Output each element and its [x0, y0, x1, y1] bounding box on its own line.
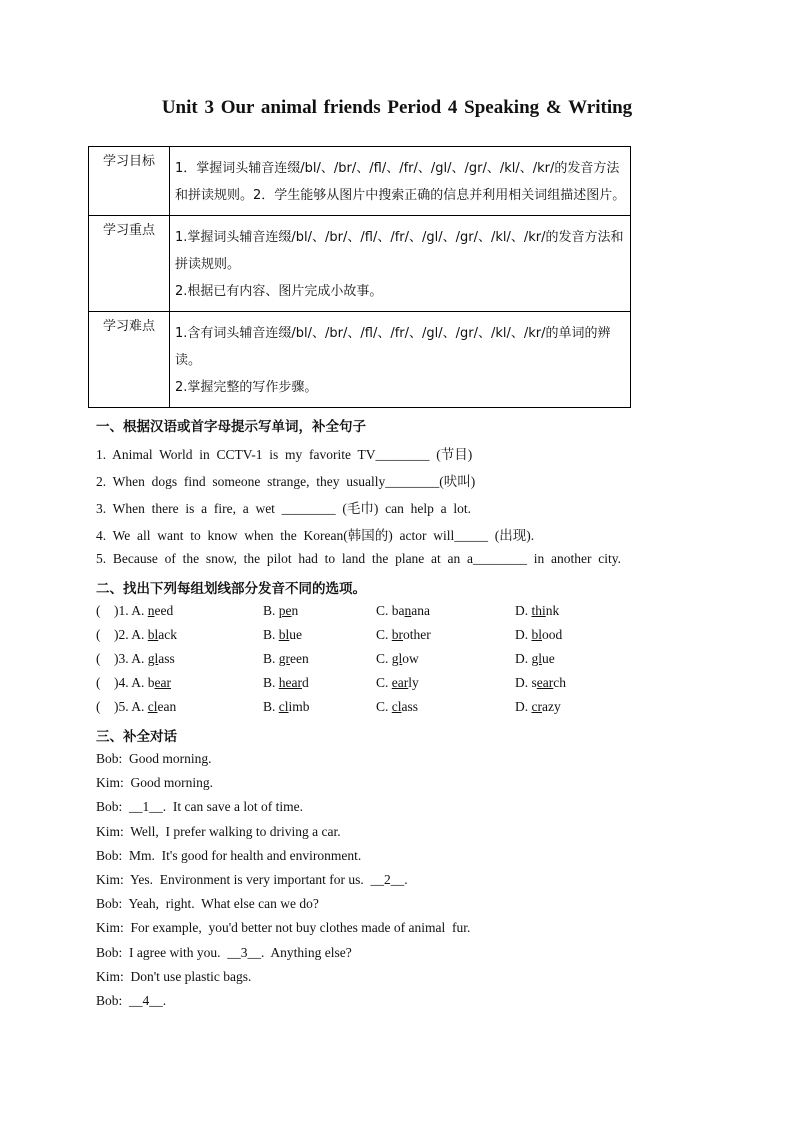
- table-row: [89, 147, 631, 216]
- dialogue-line: Bob: __4__.: [96, 993, 167, 1008]
- option-word: [263, 699, 310, 714]
- underlined-part: bl: [531, 627, 543, 642]
- mc-question: [96, 627, 177, 643]
- word-prefix: B.: [263, 627, 279, 642]
- word-suffix: ack: [158, 627, 177, 642]
- dialogue-line: Kim: Good morning.: [96, 775, 213, 791]
- row-content: [170, 147, 631, 216]
- section3-heading: 三、补全对话: [96, 729, 177, 745]
- underlined-part: gl: [531, 651, 543, 666]
- row-line: 1.掌握词头辅音连缀/bl/、/br/、/fl/、/fr/、/gl/、/gr/、/kl/、/kr/的发音方法和拼读规则。: [175, 230, 624, 272]
- word-prefix: B.: [263, 603, 279, 618]
- fill-question: 2. When dogs find someone strange, they usually________(吠叫): [96, 474, 476, 489]
- option-word: [263, 627, 302, 642]
- option-word: [515, 651, 555, 666]
- row-line: 1.含有词头辅音连缀/bl/、/br/、/fl/、/fr/、/gl/、/gr/、/kl/、/kr/的单词的辨读。: [175, 326, 611, 368]
- row-line: 2.根据已有内容、图片完成小故事。: [175, 284, 383, 299]
- mc-question: [96, 603, 173, 619]
- row-content: [170, 216, 631, 312]
- underlined-part: pe: [278, 603, 292, 618]
- page-title: Unit 3 Our animal friends Period 4 Speaking & Writing: [161, 97, 633, 118]
- dialogue-line: Kim: For example, you'd better not buy clothes made of animal fur.: [96, 920, 471, 936]
- word-prefix: C.: [376, 675, 392, 690]
- word-suffix: ana: [411, 603, 430, 618]
- word-prefix: C. ba: [376, 603, 405, 618]
- dialogue-line: Bob: __1__. It can save a lot of time.: [96, 799, 303, 815]
- option-word: [263, 675, 309, 690]
- underlined-part: ear: [154, 675, 171, 690]
- dialogue-line: Kim: Well, I prefer walking to driving a car.: [96, 823, 341, 839]
- word-prefix: D.: [515, 699, 532, 714]
- option-word: [376, 651, 419, 666]
- mc-question: [96, 699, 176, 715]
- option-word: [148, 651, 175, 666]
- mc-number: ( )5. A.: [96, 699, 145, 714]
- word-suffix: een: [290, 651, 309, 666]
- option-word: [263, 603, 298, 618]
- word-suffix: d: [302, 675, 309, 690]
- option-word: [148, 675, 171, 690]
- mc-option-c: [376, 699, 418, 715]
- word-prefix: D.: [515, 627, 532, 642]
- underlined-part: cl: [391, 699, 402, 714]
- underlined-part: n: [147, 603, 155, 618]
- option-word: [376, 603, 430, 618]
- underlined-part: hear: [278, 675, 302, 690]
- option-word: [148, 603, 173, 618]
- row-label: 学习重点: [89, 216, 170, 312]
- option-word: [515, 699, 561, 714]
- option-word: [148, 699, 176, 714]
- underlined-part: ear: [536, 675, 554, 690]
- underlined-part: gr: [278, 651, 291, 666]
- mc-option-c: [376, 627, 431, 643]
- section1-heading: 一、根据汉语或首字母提示写单词，补全句子: [96, 419, 366, 435]
- word-suffix: other: [403, 627, 431, 642]
- word-prefix: C.: [376, 699, 392, 714]
- dialogue-line: Bob: Mm. It's good for health and environment.: [96, 847, 362, 863]
- option-word: [515, 675, 566, 690]
- word-prefix: D. s: [515, 675, 537, 690]
- underlined-part: bl: [147, 627, 159, 642]
- option-word: [376, 699, 418, 714]
- word-prefix: C.: [376, 627, 392, 642]
- mc-option-d: [515, 627, 562, 643]
- dialogue-line: Bob: Yeah, right. What else can we do?: [96, 896, 319, 912]
- option-word: [515, 603, 559, 618]
- table-row: [89, 312, 631, 408]
- option-word: [376, 675, 419, 690]
- fill-question: 3. When there is a fire, a wet ________ (毛巾) can help a lot.: [96, 501, 472, 516]
- mc-number: ( )4. A.: [96, 675, 145, 690]
- word-suffix: ue: [289, 627, 303, 642]
- table-row: [89, 216, 631, 312]
- word-suffix: ood: [542, 627, 563, 642]
- mc-option-d: [515, 651, 555, 667]
- mc-option-b: [263, 627, 302, 643]
- mc-option-c: [376, 675, 419, 691]
- mc-option-d: [515, 699, 561, 715]
- word-suffix: ch: [553, 675, 566, 690]
- fill-question: 4. We all want to know when the Korean(韩国的) actor will_____ (出现).: [96, 528, 535, 543]
- objectives-table: [88, 146, 631, 408]
- underlined-part: thi: [531, 603, 546, 618]
- mc-option-b: [263, 699, 310, 715]
- dialogue-line: Kim: Yes. Environment is very important for us. __2__.: [96, 872, 408, 887]
- option-word: [263, 651, 309, 666]
- row-content: [170, 312, 631, 408]
- mc-option-c: [376, 651, 419, 667]
- dialogue-line: Bob: I agree with you. __3__. Anything else?: [96, 944, 352, 960]
- option-word: [376, 627, 431, 642]
- mc-option-d: [515, 675, 566, 691]
- word-suffix: ue: [542, 651, 555, 666]
- option-word: [148, 627, 177, 642]
- option-word: [515, 627, 562, 642]
- underlined-part: cr: [531, 699, 542, 714]
- row-label: 学习目标: [89, 147, 170, 216]
- dialogue-line: Bob: Good morning.: [96, 751, 212, 766]
- mc-option-b: [263, 675, 309, 691]
- underlined-part: cl: [147, 699, 158, 714]
- word-suffix: azy: [542, 699, 561, 714]
- word-suffix: ean: [157, 699, 177, 714]
- word-suffix: eed: [154, 603, 174, 618]
- mc-option-b: [263, 603, 298, 619]
- word-prefix: B.: [263, 675, 279, 690]
- mc-question: [96, 651, 175, 667]
- dialogue-line: Kim: Don't use plastic bags.: [96, 968, 252, 984]
- word-suffix: imb: [288, 699, 310, 714]
- word-prefix: B.: [263, 651, 279, 666]
- row-label: 学习难点: [89, 312, 170, 408]
- word-suffix: ly: [408, 675, 419, 690]
- underlined-part: n: [404, 603, 412, 618]
- word-suffix: n: [291, 603, 299, 618]
- word-prefix: D.: [515, 651, 532, 666]
- mc-option-c: [376, 603, 430, 619]
- mc-number: ( )1. A.: [96, 603, 145, 618]
- word-suffix: ow: [402, 651, 419, 666]
- word-suffix: ass: [401, 699, 419, 714]
- fill-question: 5. Because of the snow, the pilot had to land the plane at an a________ in another city.: [96, 551, 621, 566]
- word-suffix: ass: [158, 651, 175, 666]
- word-suffix: nk: [545, 603, 560, 618]
- underlined-part: ear: [391, 675, 409, 690]
- underlined-part: br: [391, 627, 404, 642]
- mc-number: ( )3. A.: [96, 651, 145, 666]
- underlined-part: gl: [147, 651, 159, 666]
- fill-question: 1. Animal World in CCTV-1 is my favorite TV________ (节目): [96, 447, 473, 462]
- word-prefix: b: [147, 675, 155, 690]
- word-prefix: D.: [515, 603, 532, 618]
- word-prefix: C.: [376, 651, 392, 666]
- mc-option-b: [263, 651, 309, 667]
- row-line: 2.掌握完整的写作步骤。: [175, 380, 318, 395]
- mc-question: [96, 675, 171, 691]
- word-prefix: B.: [263, 699, 279, 714]
- section2-heading: 二、找出下列每组划线部分发音不同的选项。: [96, 581, 366, 597]
- underlined-part: gl: [391, 651, 403, 666]
- mc-number: ( )2. A.: [96, 627, 145, 642]
- mc-option-d: [515, 603, 559, 619]
- row-line: 1．掌握词头辅音连缀/bl/、/br/、/fl/、/fr/、/gl/、/gr/、/kl/、/kr/的发音方法和拼读规则。2．学生能够从图片中搜索正确的信息并利用相关词组描述图片。: [175, 161, 626, 203]
- underlined-part: bl: [278, 627, 290, 642]
- underlined-part: cl: [278, 699, 289, 714]
